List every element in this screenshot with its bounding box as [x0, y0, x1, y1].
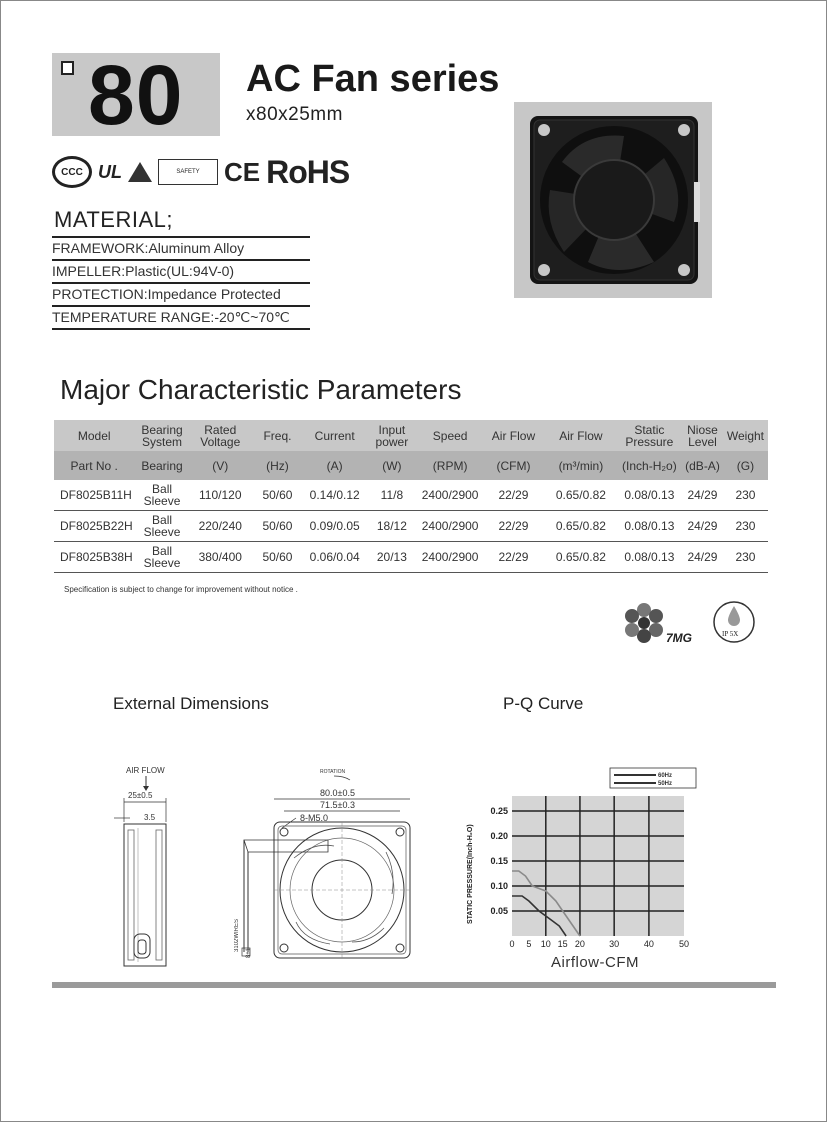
table-cell: Ball Sleeve: [134, 542, 189, 573]
column-header: Bearing System: [134, 420, 189, 451]
table-cell: 2400/2900: [418, 542, 481, 573]
x-tick-label: 50: [678, 939, 690, 949]
material-line: PROTECTION:Impedance Protected: [52, 282, 310, 304]
pq-curve-title: P-Q Curve: [503, 694, 584, 713]
table-cell: 0.08/0.13: [617, 542, 682, 573]
unit-header: (A): [304, 451, 365, 480]
x-tick-label: 0: [509, 939, 515, 949]
table-cell: 380/400: [190, 542, 251, 573]
rib-label: 3.5: [144, 813, 156, 822]
column-header: Rated Voltage: [190, 420, 251, 451]
x-axis-label: Airflow-CFM: [551, 954, 639, 971]
table-units-row: [54, 451, 768, 480]
x-tick-label: 10: [540, 939, 551, 949]
lead-label: 3102WIRES: [234, 918, 240, 952]
side-view-drawing: [108, 762, 180, 979]
table-cell: 0.08/0.13: [617, 480, 682, 511]
column-header: Model: [54, 420, 134, 451]
holes-label: 8-M5.0: [300, 813, 329, 823]
table-cell: 22/29: [482, 480, 545, 511]
fan-photo: [514, 102, 712, 298]
unit-header: (Hz): [251, 451, 304, 480]
table-cell: 50/60: [251, 511, 304, 542]
table-cell: 230: [723, 480, 768, 511]
ul-logo-icon: UL: [98, 161, 122, 182]
chart-legend-box: [610, 768, 696, 788]
column-header: Current: [304, 420, 365, 451]
ce-logo-icon: CE: [224, 156, 261, 187]
column-header: Input power: [365, 420, 418, 451]
table-row: [54, 511, 768, 542]
table-cell: 50/60: [251, 480, 304, 511]
table-cell: 20/13: [365, 542, 418, 573]
x-tick-label: 20: [574, 939, 585, 949]
unit-header: Bearing: [134, 451, 189, 480]
size-badge: [52, 48, 220, 142]
unit-header: (G): [723, 451, 768, 480]
table-cell: 0.65/0.82: [545, 542, 617, 573]
mag-badge: [622, 598, 702, 649]
table-row: [54, 542, 768, 573]
table-cell: 2400/2900: [418, 480, 481, 511]
spec-note: Specification is subject to change for improvement without notice .: [64, 585, 298, 594]
material-line: TEMPERATURE RANGE:-20℃~70℃: [52, 305, 310, 327]
table-cell: 0.06/0.04: [304, 542, 365, 573]
unit-header: (W): [365, 451, 418, 480]
parameters-title: Major Characteristic Parameters: [60, 374, 462, 405]
column-header: Air Flow: [482, 420, 545, 451]
width-label: 80.0±0.5: [320, 788, 355, 798]
table-cell: 0.65/0.82: [545, 511, 617, 542]
depth-label: 25±0.5: [128, 791, 153, 800]
unit-header: (V): [190, 451, 251, 480]
x-tick-label: 15: [557, 939, 568, 949]
table-cell: 24/29: [682, 480, 723, 511]
rohs-logo-icon: RoHS: [266, 153, 350, 190]
hole-spacing-label: 71.5±0.3: [320, 800, 355, 810]
table-cell: 50/60: [251, 542, 304, 573]
y-axis-label: STATIC PRESSURE(Inch-H₂O): [467, 824, 474, 924]
ip-badge: [712, 600, 756, 649]
table-cell: 220/240: [190, 511, 251, 542]
table-cell: 11/8: [365, 480, 418, 511]
table-cell: 0.09/0.05: [304, 511, 365, 542]
unit-header: (CFM): [482, 451, 545, 480]
safety-label-icon: SAFETY: [158, 159, 218, 185]
bottom-bar: [52, 982, 776, 988]
table-cell: Ball Sleeve: [134, 511, 189, 542]
unit-header: (dB-A): [682, 451, 723, 480]
page-subtitle: x80x25mm: [246, 104, 343, 125]
size-number: 80: [88, 48, 184, 142]
ccc-logo-icon: CCC: [52, 156, 92, 188]
table-row: [54, 480, 768, 511]
y-tick-label: 0.15: [490, 856, 508, 866]
legend-label-60hz: 60Hz: [658, 773, 673, 779]
legend-label-50hz: 50Hz: [658, 781, 673, 787]
table-header-row: [54, 420, 768, 451]
column-header: Air Flow: [545, 420, 617, 451]
y-tick-label: 0.20: [490, 831, 508, 841]
column-header: Static Pressure: [617, 420, 682, 451]
table-cell: 18/12: [365, 511, 418, 542]
part-number-cell: DF8025B38H: [54, 542, 134, 573]
y-tick-label: 0.10: [490, 881, 508, 891]
pq-chart: [460, 764, 700, 979]
certification-logos: [52, 152, 349, 192]
column-header: Niose Level: [682, 420, 723, 451]
y-tick-label: 0.25: [490, 806, 508, 816]
table-cell: 230: [723, 511, 768, 542]
column-header: Weight: [723, 420, 768, 451]
table-cell: 22/29: [482, 511, 545, 542]
table-cell: Ball Sleeve: [134, 480, 189, 511]
page-title: AC Fan series: [246, 58, 500, 100]
material-line: FRAMEWORK:Aluminum Alloy: [52, 236, 310, 258]
plot-area: [512, 796, 684, 936]
x-tick-label: 40: [643, 939, 654, 949]
unit-header: (Inch-H₂o): [617, 451, 682, 480]
mag-text: 7MG: [666, 631, 693, 644]
table-cell: 110/120: [190, 480, 251, 511]
airflow-label: AIR FLOW: [126, 766, 165, 775]
front-view-drawing: [234, 762, 424, 977]
table-cell: 230: [723, 542, 768, 573]
square-icon: [61, 61, 74, 75]
table-cell: 0.08/0.13: [617, 511, 682, 542]
ip-text: IP 5X: [722, 630, 739, 638]
table-cell: 22/29: [482, 542, 545, 573]
table-cell: 0.14/0.12: [304, 480, 365, 511]
table-cell: 0.65/0.82: [545, 480, 617, 511]
tuv-logo-icon: [128, 162, 152, 182]
dimensions-title: External Dimensions: [113, 694, 269, 713]
y-tick-label: 0.05: [490, 906, 508, 916]
parameters-table: [54, 420, 768, 573]
unit-header: Part No .: [54, 451, 134, 480]
unit-header: (m³/min): [545, 451, 617, 480]
column-header: Freq.: [251, 420, 304, 451]
lead-length-label: 8±1: [246, 948, 252, 958]
x-tick-label: 5: [526, 939, 532, 949]
table-cell: 2400/2900: [418, 511, 481, 542]
unit-header: (RPM): [418, 451, 481, 480]
x-tick-label: 30: [609, 939, 620, 949]
material-title: MATERIAL;: [54, 207, 174, 232]
material-line: IMPELLER:Plastic(UL:94V-0): [52, 259, 310, 281]
part-number-cell: DF8025B11H: [54, 480, 134, 511]
column-header: Speed: [418, 420, 481, 451]
rotation-label: ROTATION: [320, 769, 346, 775]
material-divider: [52, 328, 310, 330]
part-number-cell: DF8025B22H: [54, 511, 134, 542]
table-cell: 24/29: [682, 511, 723, 542]
table-cell: 24/29: [682, 542, 723, 573]
